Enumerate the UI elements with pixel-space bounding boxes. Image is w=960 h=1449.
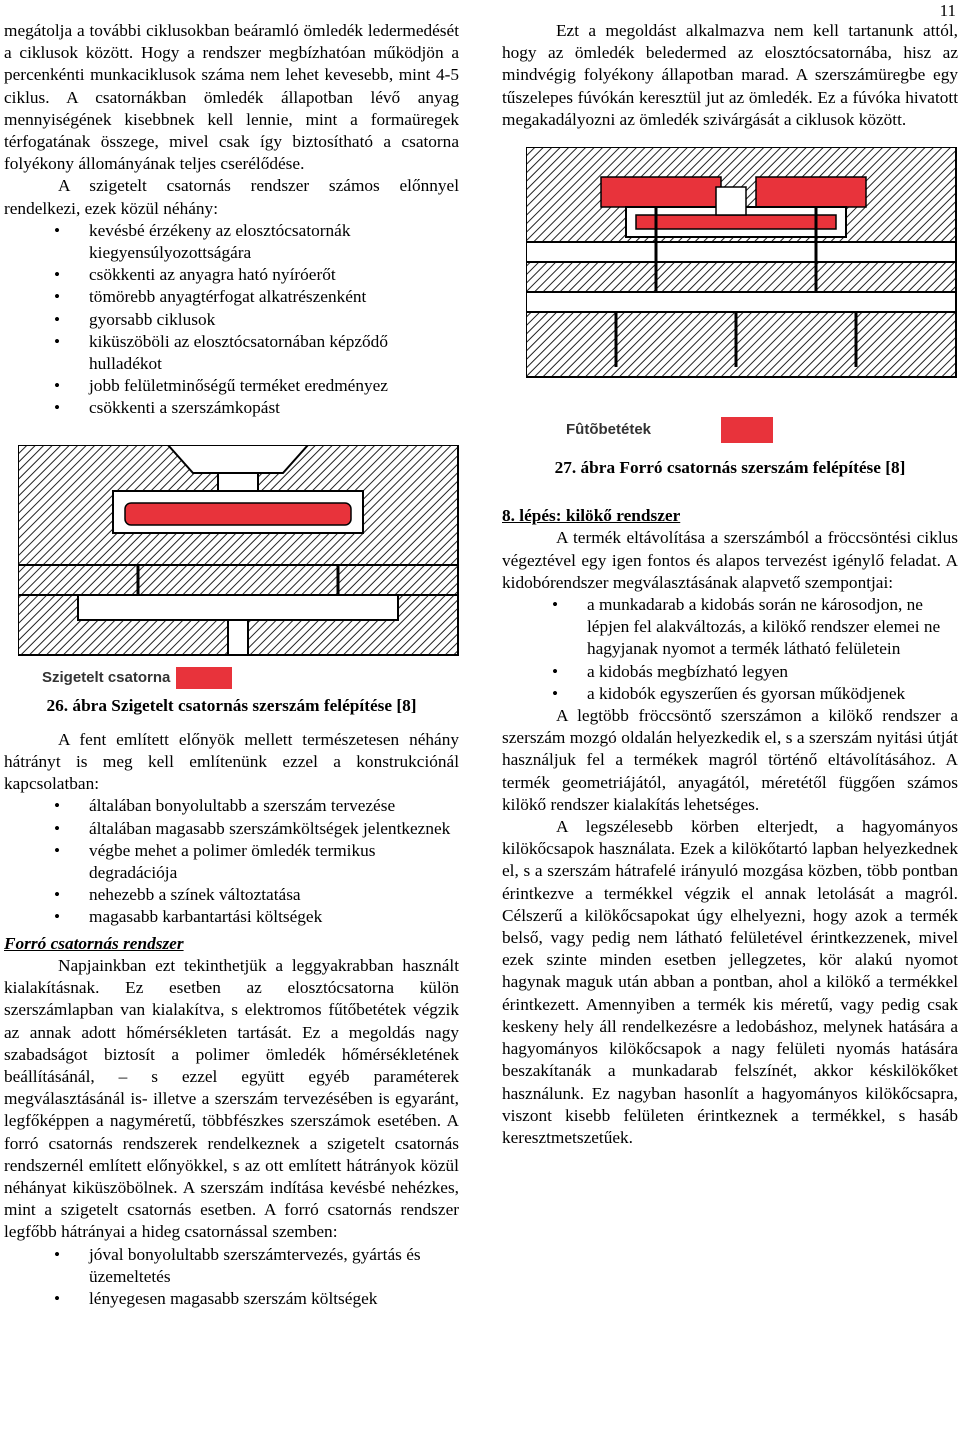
insulated-runner-shape (125, 503, 351, 525)
ejector-criteria-list (502, 594, 958, 705)
list-item: • jobb felületminőségű terméket eredményez (4, 375, 459, 397)
list-item: • kevésbé érzékeny az elosztócsatornák kiegyensúlyozottságára (4, 220, 459, 264)
advantages-list (4, 220, 459, 420)
list-item: • a munkadarab a kidobás során ne károsodjon, ne lépjen fel alakváltozás, a kilökő rendszer elemei ne hagyjanak nyomot a termék látható felületein (502, 594, 958, 661)
runner-manifold (636, 215, 836, 229)
legend-label: Fûtõbetétek (566, 420, 652, 438)
figure-26 (4, 445, 459, 695)
figure-27-caption: 27. ábra Forró csatornás szerszám felépítése [8] (554, 458, 906, 478)
list-item: • kiküszöböli az elosztócsatornában képződő hulladékot (4, 331, 459, 375)
paragraph-disadvantages-intro: A fent említett előnyök mellett természetesen néhány hátrányt is meg kell említenünk ezzel a konstrukciónál kapcsolatban: (4, 729, 459, 794)
heading-hot-runner: Forró csatornás rendszer (4, 933, 184, 953)
legend-label: Szigetelt csatorna (42, 668, 171, 686)
list-item: • végbe mehet a polimer ömledék termikus degradációja (4, 840, 459, 884)
list-item: • a kidobás megbízható legyen (502, 661, 958, 683)
figure-26-legend (42, 667, 232, 689)
heater-plate-top (601, 177, 721, 207)
hot-runner-mold-diagram (526, 147, 960, 387)
paragraph-hot-runner-cont: Ezt a megoldást alkalmazva nem kell tartanunk attól, hogy az ömledék beledermed az elosztócsatornába, hisz az mindvégig folyékony állapotban marad. A szerszámüregbe egy tűszelepes fúvókán keresztül jut az ömledék. Ez a fúvóka hivatott megakadályozni az ömledék szivárgását a ciklusok között. (502, 21, 958, 129)
list-item: • általában magasabb szerszámköltségek jelentkeznek (4, 818, 459, 840)
legend-swatch (721, 417, 773, 443)
paragraph-ejector-pins: A legszélesebb körben elterjedt, a hagyományos kilökőcsapok használata. Ezek a kilökőtartó lapban helyezkednek el, s a szerszám hátrafelé irányuló mozgása közben, több pontban érintkezve a termékkel végzik el annak letolását a magról. Célszerű a kilökőcsapokat úgy elhelyezni, hogy azok a termék belső, vagy pedig nem látható felületével érintkezzenek, mivel ezek szinte minden esetben jellegzetes, kör alakú nyomot hagynak maguk után abban a pontban, ahol a kilökő a termékkel érintkezett. Amennyiben a termék kis méretű, vagy pedig csak keskeny hely áll rendelkezésre a ledobáshoz, melynek hatására a hagyományos kilökőcsapok a nagy felületi nyomás hatására beszakítanák a munkadarab felszínét, akkor késkilökőket használunk. Ez nagyban hasonlít a hagyományos kilökőcsapra, viszont kisebb felületen érintkeznek a termékkel, s hasáb keresztmetszetűek. (502, 817, 958, 1147)
page-number: 11 (939, 1, 956, 20)
figure-26-caption: 26. ábra Szigetelt csatornás szerszám felépítése [8] (46, 695, 417, 715)
disadvantages-list (4, 795, 459, 928)
paragraph-hot-runner: Napjainkban ezt tekinthetjük a leggyakrabban használt kialakításnak. Ez esetben az elosztócsatorna külön szerszámlapban van kialakítva, s elektromos fűtőbetétek végzik az annak adott hőmérsékleten tartását. Ez a megoldás nagy szabadságot biztosít a polimer ömledék hőmérsékletének beállításánál, – s ezzel együtt egyéb paraméterek megválasztásánál is- illetve a szerszám tervezésében is egyaránt, legfőképpen a nagyméretű, többfészkes szerszámok esetében. A forró csatornás rendszerek rendelkeznek a szigetelt csatornás rendszernél említett előnyökkel, s az ott említett hátrányok közül néhányat kiküszöbölnek. A szerszám indítása kevésbé nehézkes, mint a szigetelt csatornás esetben. A forró csatornás rendszer legfőbb hátrányai a hideg csatornással szemben: (4, 955, 459, 1242)
heater-plate-right (756, 177, 866, 207)
figure-27 (502, 147, 958, 447)
list-item: • jóval bonyolultabb szerszámtervezés, gyártás és üzemeltetés (4, 1244, 459, 1288)
list-item: • csökkenti az anyagra ható nyíróerőt (4, 264, 459, 286)
list-item: • általában bonyolultabb a szerszám tervezése (4, 795, 459, 817)
paragraph-intro: megátolja a további ciklusokban beáramló ömledék ledermedését a ciklusok között. Hogy a rendszer megbízhatóan működjön a percenkénti munkaciklusok száma nem lehet kevesebb, mint 4-5 ciklus. A csatornákban ömledék állapotban lévő anyag mennyiségének kisebbnek kell lennie, mint a formaüregek térfogatának összege, mivel csak így biztosítható a csatorna folyékony állományának teljes cserélődése. (4, 21, 459, 174)
figure-27-legend (566, 417, 773, 443)
list-item: • nehezebb a színek változtatása (4, 884, 459, 906)
hot-runner-disadvantages-list (4, 1244, 459, 1311)
right-column (502, 0, 958, 1149)
list-item: • tömörebb anyagtérfogat alkatrészenként (4, 286, 459, 308)
list-item: • lényegesen magasabb szerszám költségek (4, 1288, 459, 1310)
insulated-runner-mold-diagram (18, 445, 478, 660)
left-column (4, 0, 459, 1310)
paragraph-advantages-intro: A szigetelt csatornás rendszer számos előnnyel rendelkezi, ezek közül néhány: (4, 176, 459, 218)
heading-step-8: 8. lépés: kilökő rendszer (502, 506, 681, 526)
list-item: • magasabb karbantartási költségek (4, 906, 459, 928)
list-item: • a kidobók egyszerűen és gyorsan működjenek (502, 683, 958, 705)
list-item: • gyorsabb ciklusok (4, 309, 459, 331)
paragraph-ejector-side: A legtöbb fröccsöntő szerszámon a kilökő rendszer a szerszám mozgó oldalán helyezkedik el, s a szerszám nyitási útját használjuk fel a termékek magról történő eltávolításához. A termék geometriájától, anyagától, méretétől függően számos kilökő rendszer kialakítás lehetséges. (502, 706, 958, 814)
legend-swatch (176, 667, 232, 689)
paragraph-ejector-intro: A termék eltávolítása a szerszámból a fröccsöntési ciklus végeztével egy igen fontos és alapos tervezést igénylő feladat. A kidobórendszer megválasztásának alapvető szempontjai: (502, 528, 958, 592)
list-item: • csökkenti a szerszámkopást (4, 397, 459, 419)
